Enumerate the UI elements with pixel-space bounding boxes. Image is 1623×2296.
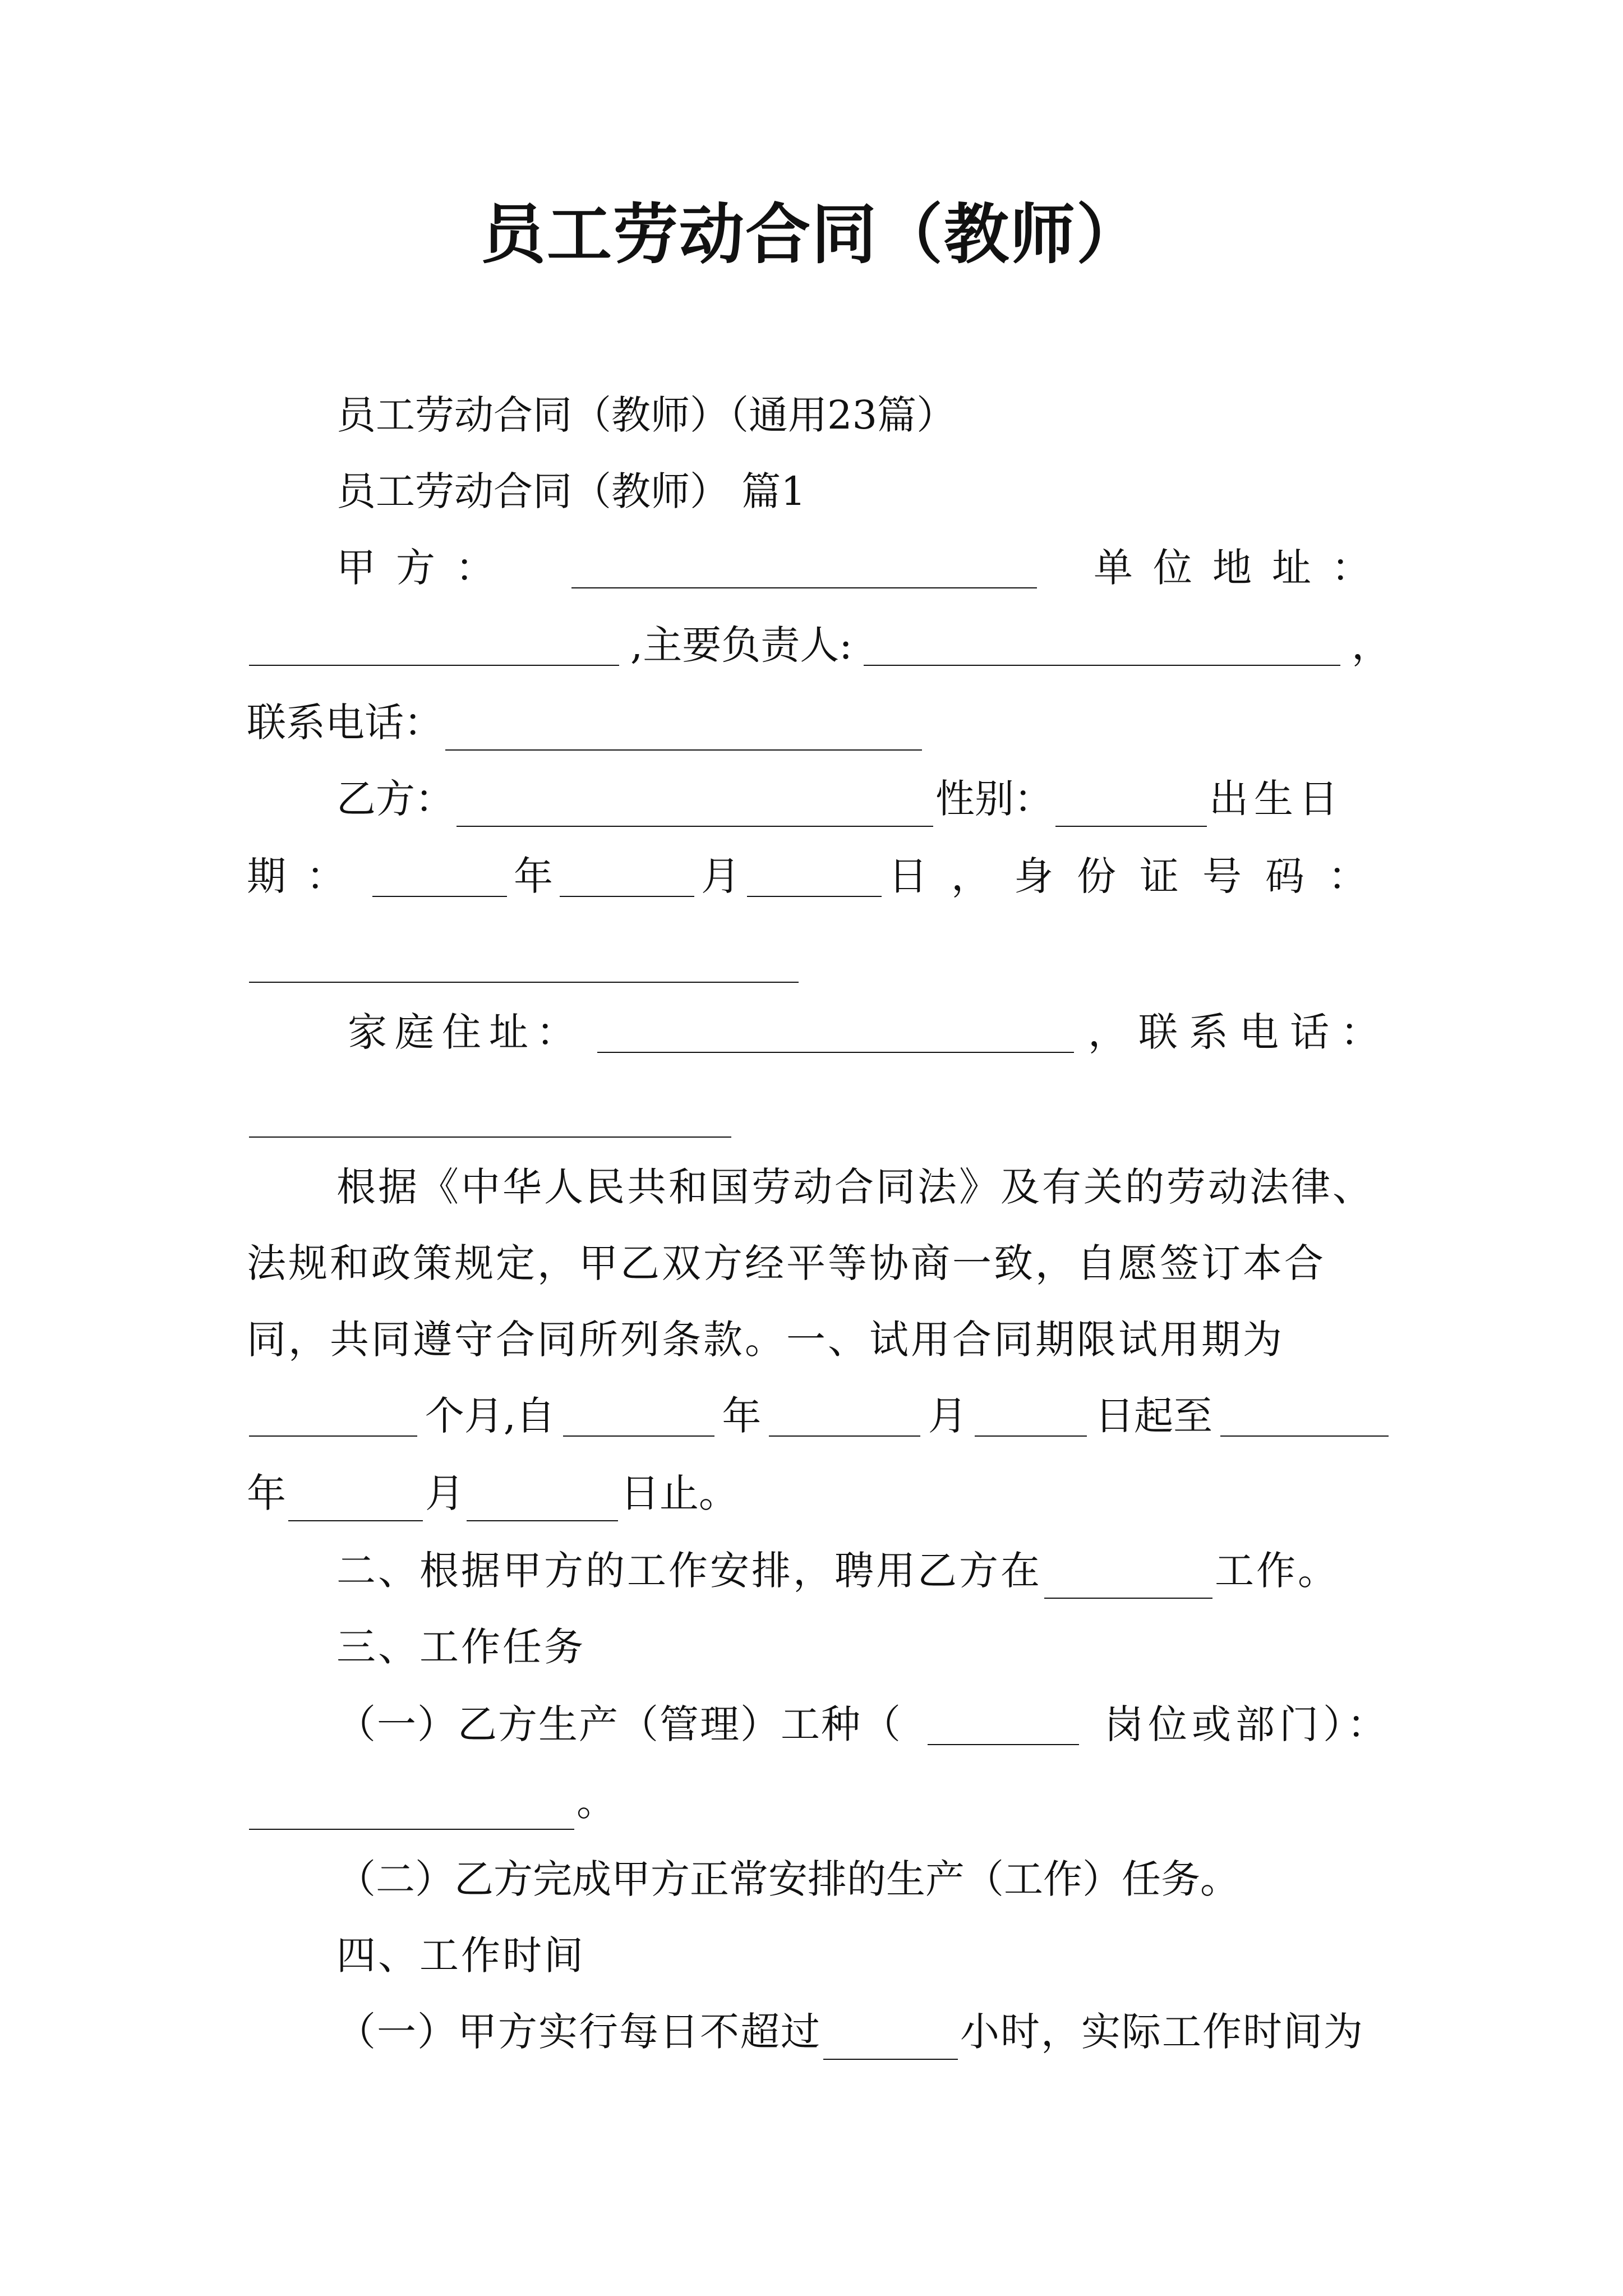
birth-month-label: 月 bbox=[701, 853, 740, 899]
section-heading: 员工劳动合同（教师） 篇1 bbox=[336, 468, 806, 514]
probation-end-year-field[interactable] bbox=[1220, 1395, 1389, 1437]
birth-year-label: 年 bbox=[514, 853, 553, 899]
clause-3-heading: 三、工作任务 bbox=[336, 1624, 585, 1670]
party-b-birth-label: 出生日 bbox=[1209, 776, 1344, 822]
home-address-line bbox=[348, 1004, 1391, 1060]
preamble-line-1: 根据《中华人民共和国劳动合同法》及有关的劳动法律、 bbox=[336, 1164, 1374, 1210]
probation-start-day-label: 日起至 bbox=[1095, 1393, 1213, 1439]
probation-start-month-label: 月 bbox=[928, 1393, 967, 1439]
party-a-principal-field[interactable] bbox=[864, 624, 1340, 666]
job-position-field[interactable] bbox=[249, 1788, 574, 1830]
party-a-principal-label: ,主要负责人: bbox=[630, 622, 852, 668]
party-b-phone-line bbox=[247, 1082, 1391, 1138]
clause-2-line bbox=[336, 1543, 1391, 1599]
clause-4-item-1-suffix: 小时，实际工作时间为 bbox=[960, 2009, 1364, 2055]
work-location-field[interactable] bbox=[1044, 1557, 1212, 1599]
clause-3-item-1-mid: 岗位或部门）： bbox=[1104, 1701, 1391, 1747]
party-a-name-field[interactable] bbox=[571, 547, 1037, 588]
party-a-phone-label: 联系电话： bbox=[247, 700, 443, 746]
probation-end-month-label: 月 bbox=[425, 1470, 464, 1516]
birth-year-field[interactable] bbox=[372, 855, 507, 897]
home-address-field[interactable] bbox=[597, 1011, 1074, 1053]
birth-day-id-label: 日，身份证号码： bbox=[888, 853, 1391, 899]
party-a-comma: ， bbox=[1351, 622, 1391, 668]
birth-day-field[interactable] bbox=[747, 855, 882, 897]
party-b-name-field[interactable] bbox=[457, 785, 933, 827]
party-a-line bbox=[336, 540, 1391, 596]
party-a-principal-line bbox=[247, 617, 1391, 673]
job-type-field[interactable] bbox=[928, 1704, 1079, 1745]
party-b-birth-label-2: 期： bbox=[247, 853, 366, 899]
id-number-line bbox=[247, 927, 1391, 983]
probation-end-label: 日止。 bbox=[620, 1470, 738, 1516]
party-a-phone-line bbox=[247, 694, 1391, 751]
clause-4-heading: 四、工作时间 bbox=[336, 1932, 585, 1978]
probation-start-year-label: 年 bbox=[722, 1393, 762, 1439]
party-b-gender-label: 性别： bbox=[935, 776, 1053, 822]
document-title: 员工劳动合同（教师） bbox=[481, 196, 1142, 273]
clause-3-item-1-prefix: （一）乙方生产（管理）工种（ bbox=[336, 1701, 902, 1747]
birth-month-field[interactable] bbox=[560, 855, 694, 897]
preamble-line-2: 法规和政策规定，甲乙双方经平等协商一致，自愿签订本合 bbox=[247, 1240, 1326, 1286]
party-b-gender-field[interactable] bbox=[1055, 785, 1207, 827]
id-number-field[interactable] bbox=[249, 941, 799, 983]
probation-end-year-label: 年 bbox=[247, 1470, 286, 1516]
clause-2-prefix: 二、根据甲方的工作安排，聘用乙方在 bbox=[336, 1548, 1042, 1594]
party-b-label: 乙方： bbox=[336, 776, 454, 822]
probation-end-day-field[interactable] bbox=[467, 1480, 618, 1521]
clause-4-item-1-line bbox=[336, 2004, 1391, 2060]
probation-start-year-field[interactable] bbox=[563, 1395, 714, 1437]
party-b-phone-field[interactable] bbox=[249, 1096, 731, 1138]
party-b-birth-line bbox=[247, 848, 1391, 904]
clause-4-item-1-prefix: （一）甲方实行每日不超过 bbox=[336, 2009, 821, 2055]
preamble-line-3: 同，共同遵守合同所列条款。一、试用合同期限试用期为 bbox=[247, 1317, 1284, 1363]
clause-3-item-2: （二）乙方完成甲方正常安排的生产（工作）任务。 bbox=[336, 1856, 1239, 1902]
job-position-line bbox=[247, 1774, 1391, 1830]
party-a-label: 甲方： bbox=[336, 545, 515, 591]
probation-end-line bbox=[247, 1465, 1391, 1521]
probation-start-month-field[interactable] bbox=[769, 1395, 920, 1437]
probation-months-field[interactable] bbox=[249, 1395, 417, 1437]
party-a-phone-field[interactable] bbox=[445, 709, 922, 751]
daily-hours-field[interactable] bbox=[823, 2018, 958, 2060]
party-a-address-field[interactable] bbox=[249, 624, 619, 666]
clause-3-item-1-line bbox=[336, 1696, 1391, 1752]
probation-end-month-field[interactable] bbox=[288, 1480, 423, 1521]
probation-start-day-field[interactable] bbox=[975, 1395, 1087, 1437]
clause-3-item-1-end: 。 bbox=[577, 1779, 616, 1825]
probation-months-label: 个月,自 bbox=[425, 1393, 555, 1439]
home-address-label: 家庭住址： bbox=[348, 1009, 583, 1055]
clause-2-suffix: 工作。 bbox=[1215, 1548, 1339, 1594]
party-a-address-label: 单位地址： bbox=[1094, 545, 1391, 591]
party-b-phone-label: ，联系电话： bbox=[1088, 1009, 1391, 1055]
party-b-line bbox=[336, 771, 1391, 827]
probation-line bbox=[247, 1388, 1391, 1444]
document-subtitle: 员工劳动合同（教师）（通用23篇） bbox=[336, 392, 956, 438]
